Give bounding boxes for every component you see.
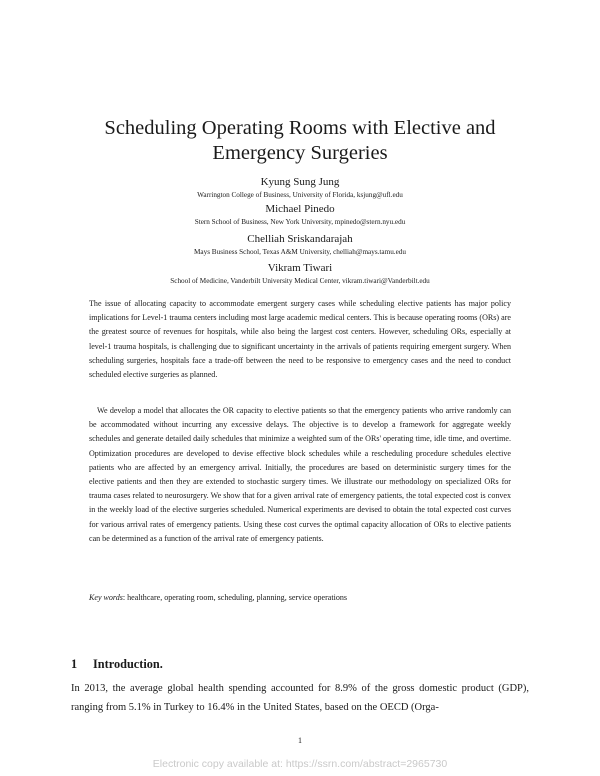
abstract-paragraph: The issue of allocating capacity to accommodate emergent surgery cases while scheduling elective patients has major policy implications for Level-1 trauma centers including most large academic medical centers. This is because operating rooms (ORs) are the greatest source of revenues for hospitals, while also being the largest cost centers. However, scheduling ORs, especially at level-1 trauma hospitals, is challenging due to significant uncertainty in the arrivals of patients requiring emergent surgery. When scheduling surgeries, hospitals face a trade-off between the need to be responsive to emergency cases and the need to conduct scheduled elective surgeries as planned. bbox=[89, 299, 511, 380]
author-name: Michael Pinedo bbox=[265, 203, 335, 215]
abstract-paragraph: We develop a model that allocates the OR capacity to elective patients so that the emergency patients who arrive randomly can be accommodated without incurring any excessive delays. The objective is to develop a framework for aggregate weekly schedules and generate detailed daily schedules that minimize a weighted sum of the ORs' operating time, idle time, and overtime. Optimization procedures are developed to devise effective block schedules while a rescheduling procedure schedules elective patients who are affected by an emergency arrival. Initially, the procedures are based on deterministic surgery times for the elective patients and then they are extended to stochastic surgery times. We illustrate our methodology on specialized ORs for trauma cases related to neurosurgery. We show that for a given arrival rate of emergency patients, the total expected cost is convex in the weekly load of the elective surgeries scheduled. Numerical experiments are devised to obtain the total expected cost curves for various arrival rates of emergency patients. Using these cost curves the optimal capacity allocation of ORs to elective patients can be determined as a function of the arrival rate of emergency patients. bbox=[89, 406, 511, 543]
ssrn-footer: Electronic copy available at: https://ssrn.com/abstract=2965730 bbox=[152, 758, 448, 770]
keywords-label: Key words bbox=[89, 593, 123, 602]
body-paragraph: In 2013, the average global health spending accounted for 8.9% of the gross domestic product (GDP), ranging from 5.1% in Turkey to 16.4% in the United States, based on the OECD (Orga- bbox=[71, 683, 529, 713]
author-affiliation: School of Medicine, Vanderbilt University Medical Center, vikram.tiwari@Vanderbilt.edu bbox=[170, 277, 430, 285]
page-number: 1 bbox=[298, 736, 302, 745]
author-block bbox=[40, 203, 560, 227]
author-block bbox=[40, 176, 560, 200]
author-affiliation: Mays Business School, Texas A&M University, chelliah@mays.tamu.edu bbox=[194, 248, 406, 256]
paper-title: Scheduling Operating Rooms with Elective and Emergency Surgeries bbox=[104, 117, 496, 164]
author-block bbox=[40, 233, 560, 257]
author-affiliation: Stern School of Business, New York University, mpinedo@stern.nyu.edu bbox=[194, 218, 406, 226]
keywords-list: : healthcare, operating room, scheduling, planning, service operations bbox=[122, 593, 348, 602]
author-affiliation: Warrington College of Business, University of Florida, ksjung@ufl.edu bbox=[197, 191, 403, 199]
author-name: Vikram Tiwari bbox=[267, 262, 333, 274]
section-heading bbox=[71, 657, 163, 672]
section-number: 1 bbox=[71, 657, 78, 671]
keywords bbox=[89, 592, 347, 604]
section-title: Introduction. bbox=[93, 657, 163, 671]
author-name: Kyung Sung Jung bbox=[260, 176, 340, 188]
author-block bbox=[40, 262, 560, 286]
author-name: Chelliah Sriskandarajah bbox=[247, 233, 353, 245]
